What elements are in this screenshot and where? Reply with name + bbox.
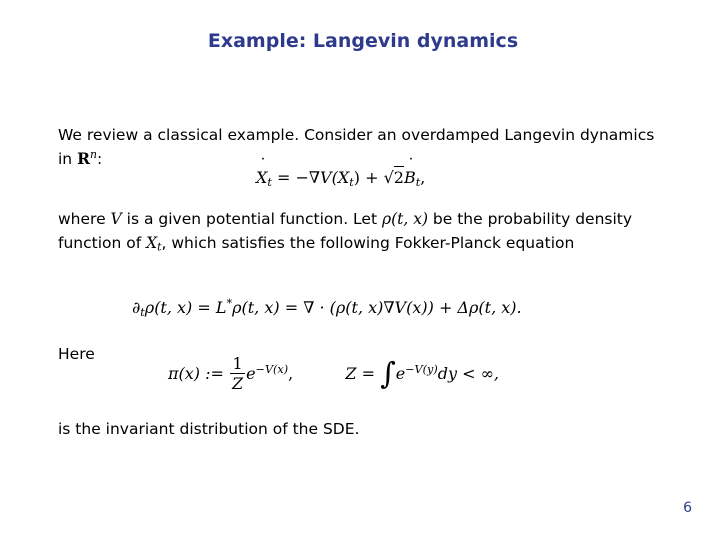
pi-end: ,	[288, 364, 294, 383]
where-text-4: , which satisfies the following Fokker-Planck equation	[161, 234, 575, 252]
sde-end: ,	[420, 168, 426, 187]
reals-symbol: R	[77, 149, 90, 168]
intro-text: We review a classical example. Consider an overdamped Langevin dynamics in	[58, 126, 655, 168]
z-lhs: Z =	[345, 364, 381, 383]
closing-paragraph: is the invariant distribution of the SDE.	[58, 420, 360, 438]
fp-part-3: ρ(t, x) = ∇ · (ρ(t, x)∇V(x)) + Δρ(t, x).	[232, 298, 522, 317]
sqrt-symbol: √	[383, 168, 394, 187]
intro-colon: :	[96, 150, 103, 168]
fokker-planck-equation	[132, 298, 522, 317]
where-paragraph	[58, 207, 658, 255]
where-text-2: is a given potential function. Let	[121, 210, 382, 228]
page-number: 6	[683, 500, 692, 516]
z-rest: dy < ∞,	[437, 364, 499, 383]
where-v: V	[110, 210, 122, 228]
slide-title: Example: Langevin dynamics	[207, 30, 519, 52]
sde-mid: = −∇V(X	[271, 168, 350, 187]
where-text-1: where	[58, 210, 111, 228]
sde-b-dot: B ˙	[404, 168, 416, 187]
fp-adjoint: *	[226, 296, 233, 310]
sqrt-content: 2	[393, 168, 404, 187]
z-exp: −V(y)	[405, 362, 438, 376]
here-label: Here	[58, 345, 95, 363]
pi-frac-den: Z	[232, 374, 244, 393]
integral-sign: ∫	[380, 356, 396, 392]
where-x-sub: t	[157, 240, 162, 254]
sde-b-sub: t	[415, 175, 421, 189]
pi-exp: −V(x)	[255, 362, 289, 376]
where-rho: ρ(t, x)	[381, 210, 428, 228]
where-x: X	[146, 234, 158, 252]
pi-fraction	[230, 355, 245, 394]
sde-x-dot: X ˙	[256, 168, 267, 187]
intro-paragraph	[58, 123, 658, 171]
pi-lhs: π(x) :=	[168, 364, 229, 383]
fp-partial-sub: t	[140, 305, 145, 319]
pi-frac-num: 1	[230, 355, 245, 374]
z-exp-base: e	[395, 364, 406, 383]
reals-exponent: n	[89, 148, 97, 162]
sde-x-sub: t	[267, 175, 272, 189]
sde-mid-close: ) +	[353, 168, 384, 187]
fp-part-2: ρ(t, x) = L	[144, 298, 227, 317]
sde-equation	[256, 168, 425, 187]
sde-mid-sub: t	[349, 175, 354, 189]
fp-partial: ∂	[132, 298, 141, 317]
invariant-measure-equation	[168, 355, 499, 394]
pi-exp-base: e	[246, 364, 256, 383]
where-text-3: be the probability density function of	[58, 210, 633, 252]
